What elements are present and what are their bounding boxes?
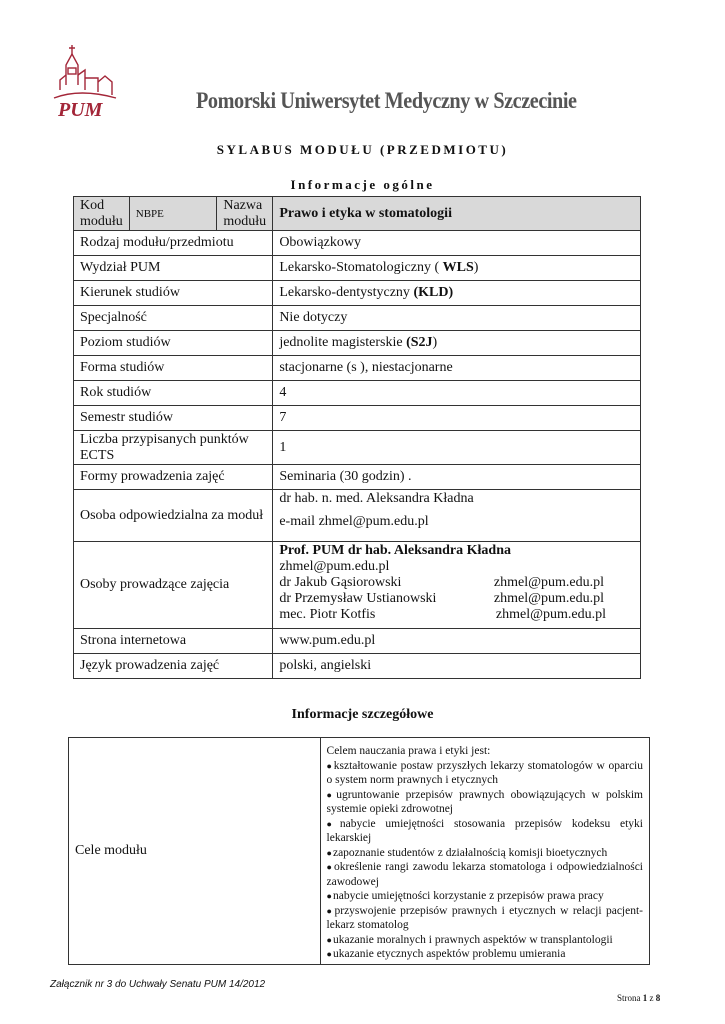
- responsible-name: dr hab. n. med. Aleksandra Kładna: [279, 491, 474, 506]
- row-label: Rodzaj modułu/przedmiotu: [74, 231, 273, 256]
- page-prefix: Strona: [617, 993, 643, 1003]
- table-row: [74, 331, 641, 356]
- language-value: polski, angielski: [273, 654, 641, 679]
- logo-text: PUM: [58, 99, 103, 120]
- table-row: [74, 306, 641, 331]
- row-value-after: ): [473, 260, 479, 275]
- teacher-name: dr Jakub Gąsiorowski: [279, 575, 402, 590]
- table-row: [74, 256, 641, 281]
- code-label: Kod modułu: [74, 197, 130, 231]
- row-value: [273, 331, 641, 356]
- row-label: Poziom studiów: [74, 331, 273, 356]
- table-row: [74, 381, 641, 406]
- page-number: [617, 993, 660, 1003]
- table-row: [74, 231, 641, 256]
- row-value: stacjonarne (s ), niestacjonarne: [273, 356, 641, 381]
- document-title: SYLABUS MODUŁU (PRZEDMIOTU): [216, 142, 509, 157]
- row-value: 7: [273, 406, 641, 431]
- goals-label: Cele modułu: [69, 738, 321, 965]
- row-value: Nie dotyczy: [273, 306, 641, 331]
- list-item: ● zapoznanie studentów z działalnością komisji bioetycznych: [327, 846, 643, 861]
- name-value: Prawo i etyka w stomatologii: [273, 197, 641, 231]
- teacher-email: zhmel@pum.edu.pl: [493, 575, 604, 590]
- page-sep: z: [647, 993, 656, 1003]
- responsible-label: Osoba odpowiedzialna za moduł: [74, 490, 273, 542]
- row-label: Forma studiów: [74, 356, 273, 381]
- table-row: [74, 490, 641, 542]
- responsible-email: e-mail zhmel@pum.edu.pl: [279, 514, 429, 529]
- university-name: Pomorski Uniwersytet Medyczny w Szczecinie: [196, 88, 577, 113]
- attachment-note: Załącznik nr 3 do Uchwały Senatu PUM 14/2012: [50, 979, 266, 990]
- row-value-bold: (S2J: [406, 335, 433, 350]
- responsible-value: [273, 490, 641, 542]
- table-row: [69, 738, 650, 965]
- language-label: Język prowadzenia zajęć: [74, 654, 273, 679]
- list-item: ● nabycie umiejętności korzystanie z przepisów prawa pracy: [327, 889, 643, 904]
- row-value: [273, 281, 641, 306]
- row-value-plain: Lekarsko-Stomatologiczny (: [279, 260, 443, 275]
- row-value-bold: (KLD): [413, 285, 454, 300]
- university-logo: [50, 40, 120, 120]
- table-row: [74, 356, 641, 381]
- table-row: [74, 281, 641, 306]
- general-section-title: Informacje ogólne: [290, 177, 435, 192]
- detailed-info-table: [68, 737, 650, 965]
- row-value: 1: [273, 431, 641, 465]
- website-label: Strona internetowa: [74, 629, 273, 654]
- row-value: Obowiązkowy: [273, 231, 641, 256]
- row-value-plain: Lekarsko-dentystyczny: [279, 285, 414, 300]
- teachers-value: [273, 542, 641, 629]
- teacher-row: [279, 575, 634, 591]
- row-value-plain: jednolite magisterskie: [279, 335, 407, 350]
- table-row: [74, 431, 641, 465]
- table-row: [74, 542, 641, 629]
- goals-intro: Celem nauczania prawa i etyki jest:: [326, 745, 491, 757]
- general-info-table: [73, 196, 641, 679]
- teacher-name: dr Przemysław Ustianowski: [279, 591, 437, 606]
- table-row: [74, 654, 641, 679]
- list-item: ● kształtowanie postaw przyszłych lekarzy stomatologów w oparciu o system norm prawnych i etycznych: [327, 759, 643, 788]
- teacher-name: mec. Piotr Kotfis: [279, 607, 376, 622]
- row-label: Liczba przypisanych punktów ECTS: [74, 431, 273, 465]
- row-label: Semestr studiów: [74, 406, 273, 431]
- row-value: Seminaria (30 godzin) .: [273, 465, 641, 490]
- page-current: 1: [642, 993, 648, 1003]
- page-total: 8: [655, 993, 661, 1003]
- row-value-after: ): [432, 335, 438, 350]
- website-value: www.pum.edu.pl: [273, 629, 641, 654]
- table-row: [74, 406, 641, 431]
- table-row: [74, 465, 641, 490]
- list-item: ● określenie rangi zawodu lekarza stomatologa i odpowiedzialności zawodowej: [327, 860, 643, 889]
- row-label: Wydział PUM: [74, 256, 273, 281]
- teacher-email: zhmel@pum.edu.pl: [493, 591, 604, 606]
- row-value: [273, 256, 641, 281]
- table-row: [74, 629, 641, 654]
- row-label: Specjalność: [74, 306, 273, 331]
- teachers-head-email: zhmel@pum.edu.pl: [279, 559, 390, 574]
- row-label: Rok studiów: [74, 381, 273, 406]
- goals-content: [320, 738, 649, 965]
- list-item: ● ukazanie etycznych aspektów problemu umierania: [327, 947, 643, 962]
- teacher-row: [279, 591, 634, 607]
- list-item: ● przyswojenie przepisów prawnych i etycznych w relacji pacjent-lekarz stomatolog: [327, 904, 643, 933]
- list-item: ● ugruntowanie przepisów prawnych obowiązujących w polskim systemie opieki zdrowotnej: [327, 788, 643, 817]
- castle-logo-icon: [50, 40, 120, 120]
- teacher-row: [279, 607, 634, 623]
- row-label: Formy prowadzenia zajęć: [74, 465, 273, 490]
- teachers-head: Prof. PUM dr hab. Aleksandra Kładna: [279, 543, 511, 558]
- detailed-section-title: Informacje szczegółowe: [291, 707, 434, 722]
- teachers-label: Osoby prowadzące zajęcia: [74, 542, 273, 629]
- row-value-bold: WLS: [442, 260, 474, 275]
- table-row: [74, 197, 641, 231]
- name-label: Nazwa modułu: [217, 197, 273, 231]
- list-item: ● nabycie umiejętności stosowania przepisów kodeksu etyki lekarskiej: [327, 817, 643, 846]
- teacher-email: zhmel@pum.edu.pl: [495, 607, 606, 622]
- row-value: 4: [273, 381, 641, 406]
- list-item: ● ukazanie moralnych i prawnych aspektów w transplantologii: [327, 933, 643, 948]
- row-label: Kierunek studiów: [74, 281, 273, 306]
- code-value: NBPE: [129, 197, 217, 231]
